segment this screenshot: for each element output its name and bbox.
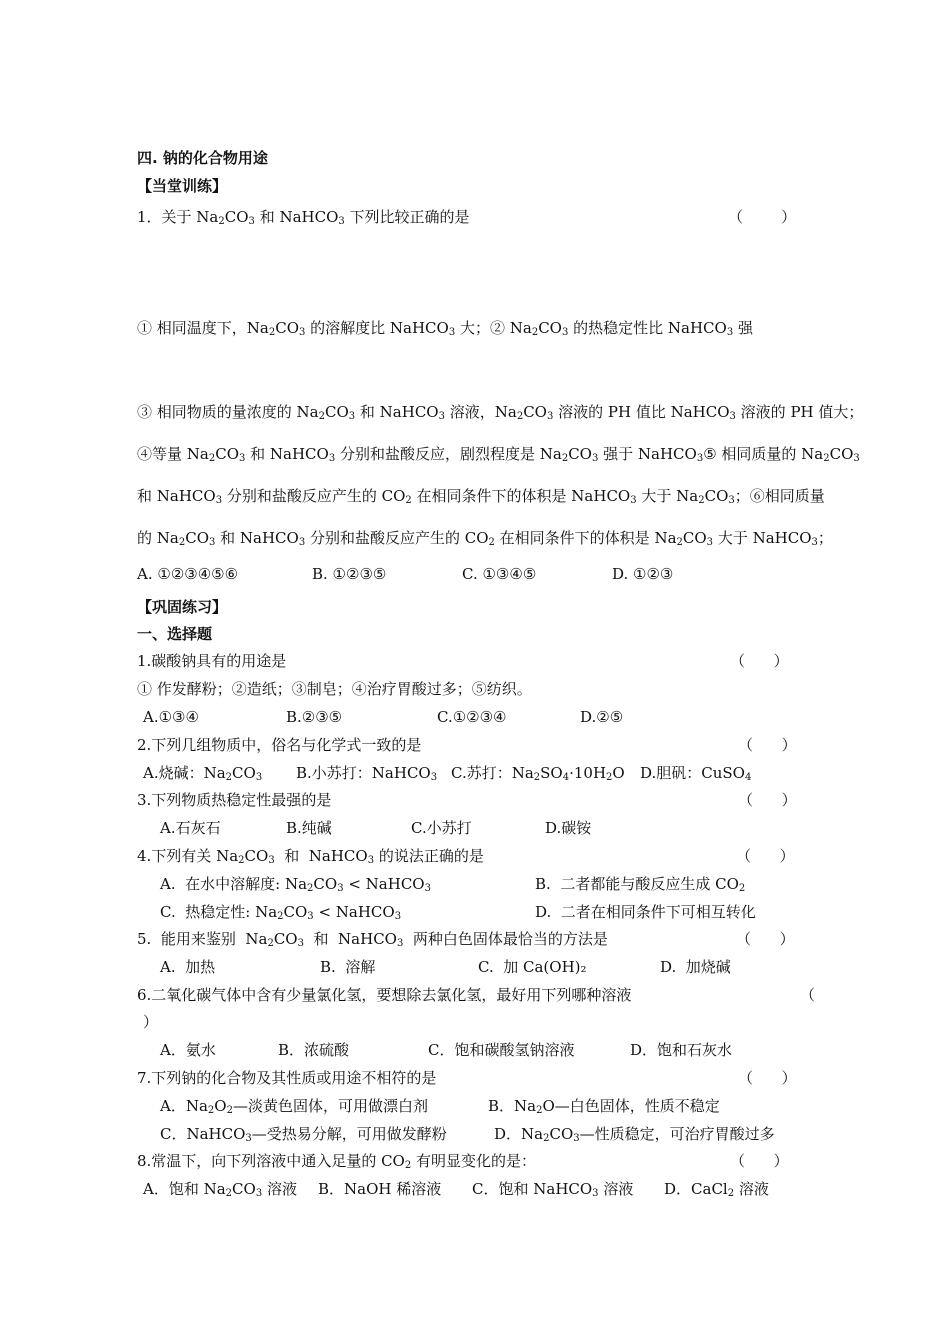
subscript: 3	[298, 537, 306, 548]
subscript: 2	[225, 1188, 233, 1199]
subscript: 2	[307, 883, 314, 894]
text-segment: 和 NaHCO	[215, 529, 299, 547]
text-segment: O	[214, 1097, 227, 1115]
subscript: 2	[405, 495, 412, 506]
subscript: 2	[207, 1105, 215, 1116]
subscript: 2	[533, 772, 541, 783]
c8-option-b	[318, 1179, 441, 1199]
text-segment: CO	[538, 319, 562, 337]
text-segment: ；	[817, 529, 833, 547]
text-segment: 的 Na	[137, 529, 179, 547]
text-segment: 分别和盐酸反应产生的 CO	[305, 529, 489, 547]
text-segment: C. 热稳定性: Na	[160, 903, 278, 921]
subscript: 2	[488, 537, 495, 548]
q1-option-b: B. ①②③⑤	[312, 565, 387, 583]
c5-option-c: C. 加 Ca(OH)₂	[478, 958, 587, 976]
text-segment: 两种白色固体最恰当的方法是	[403, 930, 608, 948]
subscript: 2	[823, 453, 830, 464]
text-segment: 和 NaHCO	[303, 930, 397, 948]
c6-option-d: D．饱和石灰水	[630, 1041, 733, 1059]
subscript: 3	[561, 327, 569, 338]
text-segment: ③ 相同物质的量浓度的 Na	[137, 403, 319, 421]
c3-option-c: C.小苏打	[411, 819, 472, 837]
text-segment: B．Na	[488, 1097, 537, 1115]
text-segment: < NaHCO	[343, 875, 425, 893]
text-segment: CO	[244, 847, 269, 865]
text-segment: —受热易分解，可用做发酵粉	[251, 1125, 447, 1143]
subscript: 2	[561, 453, 569, 464]
subscript: 2	[218, 216, 225, 227]
text-segment: C．NaHCO	[160, 1125, 246, 1143]
subscript: 3	[424, 883, 431, 894]
c7-option-a	[160, 1096, 428, 1116]
subscript: 2	[178, 537, 186, 548]
text-segment: D.胆矾：CuSO	[640, 764, 745, 782]
subscript: 3	[337, 883, 344, 894]
subscript: 3	[367, 855, 375, 866]
subscript: 2	[238, 855, 245, 866]
subscript: 3	[297, 938, 304, 949]
subscript: 2	[531, 327, 539, 338]
text-segment: CO	[704, 487, 729, 505]
text-segment: 溶液的 PH 值大；	[735, 403, 864, 421]
text-segment: 大于 NaHCO	[713, 529, 812, 547]
c4-option-d: D. 二者在相同条件下可相互转化	[535, 903, 756, 921]
text-segment: 和 NaHCO	[254, 208, 339, 226]
c1-answer-paren: （ ）	[730, 652, 789, 670]
c5-answer-paren: （ ）	[736, 930, 795, 948]
text-segment: SO	[540, 764, 563, 782]
text-segment: A.烧碱：Na	[143, 764, 226, 782]
text-segment: ·10H	[569, 764, 607, 782]
text-segment: CO	[232, 1180, 256, 1198]
text-segment: 溶液	[598, 1180, 634, 1198]
text-segment: CO	[549, 1125, 574, 1143]
c6-answer-paren-open: （	[800, 986, 816, 1004]
subscript: 3	[328, 453, 336, 464]
q1-stem	[137, 207, 470, 227]
text-segment: 溶液，Na	[444, 403, 517, 421]
subscript: 3	[348, 411, 356, 422]
text-segment: 大；② Na	[455, 319, 532, 337]
c1-stem: 1.碳酸钠具有的用途是	[137, 652, 287, 670]
text-segment: ⑤ 相同质量的 Na	[703, 445, 824, 463]
c5-option-b: B. 溶解	[320, 958, 376, 976]
subscript: 2	[277, 911, 284, 922]
section-title: 四. 钠的化合物用途	[137, 149, 268, 167]
subscript: 3	[268, 855, 275, 866]
text-segment: 溶液的 PH 值比 NaHCO	[553, 403, 730, 421]
subscript: 3	[706, 537, 714, 548]
c7-option-c	[160, 1124, 447, 1144]
subscript: 2	[225, 772, 233, 783]
c8-stem	[137, 1151, 536, 1171]
text-segment: 的热稳定性比 NaHCO	[568, 319, 727, 337]
text-segment: —淡黄色固体，可用做漂白剂	[232, 1097, 428, 1115]
text-segment: 强	[733, 319, 753, 337]
c1-detail: ① 作发酵粉；②造纸；③制皂；④治疗胃酸过多；⑤纺织。	[137, 680, 532, 698]
text-segment: CO	[682, 529, 707, 547]
text-segment: 1．关于 Na	[137, 208, 219, 226]
text-segment: B．NaOH 稀溶液	[318, 1180, 442, 1198]
subscript: 3	[396, 938, 404, 949]
subscript: 3	[729, 411, 736, 422]
text-segment: < NaHCO	[313, 903, 395, 921]
subscript: 2	[676, 537, 683, 548]
c6-option-c: C．饱和碳酸氢钠溶液	[428, 1041, 575, 1059]
subscript: 3	[448, 327, 456, 338]
subscript: 2	[516, 411, 524, 422]
c1-option-d: D.②⑤	[580, 708, 624, 726]
c7-stem: 7.下列钠的化合物及其性质或用途不相符的是	[137, 1069, 437, 1087]
subscript: 2	[738, 883, 746, 894]
choice-section-heading: 一、选择题	[137, 625, 213, 643]
c5-option-d: D. 加烧碱	[660, 958, 731, 976]
c8-option-a	[143, 1179, 297, 1199]
c3-answer-paren: （ ）	[738, 791, 797, 809]
text-segment: CO	[829, 445, 854, 463]
subscript: 3	[630, 495, 637, 506]
subscript: 2	[267, 938, 274, 949]
text-segment: 和 NaHCO	[355, 403, 439, 421]
text-segment: CO	[185, 529, 209, 547]
c3-option-a: A.石灰石	[160, 819, 221, 837]
c6-option-b: B．浓硫酸	[278, 1041, 350, 1059]
subscript: 4	[744, 772, 752, 783]
text-segment: CO	[273, 930, 298, 948]
subscript: 3	[546, 411, 554, 422]
subscript: 2	[208, 453, 216, 464]
text-segment: CO	[232, 764, 256, 782]
q1-statement-1-2	[137, 318, 753, 338]
q1-statement-4	[137, 444, 860, 464]
text-segment: —性质稳定，可治疗胃酸过多	[579, 1125, 775, 1143]
consolidation-heading: 【巩固练习】	[137, 598, 228, 616]
subscript: 2	[727, 1188, 735, 1199]
text-segment: 和 NaHCO	[137, 487, 216, 505]
text-segment: A．Na	[160, 1097, 208, 1115]
c3-option-b: B.纯碱	[286, 819, 332, 837]
subscript: 3	[338, 216, 345, 227]
q1-option-a: A. ①②③④⑤⑥	[137, 565, 239, 583]
c2-answer-paren: （ ）	[738, 736, 797, 754]
q1-option-c: C. ①③④⑤	[462, 565, 537, 583]
c7-option-b	[488, 1096, 720, 1116]
text-segment: CO	[568, 445, 592, 463]
text-segment: ；⑥相同质量	[734, 487, 825, 505]
text-segment: O—白色固体，性质不稳定	[542, 1097, 720, 1115]
text-segment: 分别和盐酸反应，剧烈程度是 Na	[335, 445, 562, 463]
c2-option-c	[451, 763, 625, 783]
subscript: 2	[268, 327, 276, 338]
q1-option-d: D. ①②③	[612, 565, 674, 583]
text-segment: CO	[313, 875, 338, 893]
text-segment: 5. 能用来鉴别 Na	[137, 930, 268, 948]
subscript: 3	[438, 411, 445, 422]
c4-option-b	[535, 874, 745, 894]
c8-answer-paren: （ ）	[730, 1152, 789, 1170]
subscript: 3	[215, 495, 223, 506]
text-segment: 的溶解度比 NaHCO	[305, 319, 449, 337]
c4-stem	[137, 846, 484, 866]
subscript: 4	[562, 772, 570, 783]
c7-option-d	[494, 1124, 775, 1144]
subscript: 3	[239, 453, 246, 464]
text-segment: 大于 Na	[636, 487, 699, 505]
text-segment: CO	[215, 445, 239, 463]
subscript: 3	[307, 911, 314, 922]
subscript: 3	[728, 495, 735, 506]
c2-option-d	[640, 763, 751, 783]
subscript: 3	[592, 1188, 599, 1199]
subscript: 3	[696, 453, 704, 464]
text-segment: D．Na	[494, 1125, 544, 1143]
c6-option-a: A．氨水	[160, 1041, 216, 1059]
text-segment: ④等量 Na	[137, 445, 209, 463]
c6-answer-paren-close: ）	[143, 1013, 159, 1031]
c4-option-a	[160, 874, 431, 894]
text-segment: ① 相同温度下，Na	[137, 319, 269, 337]
c1-option-a: A.①③④	[143, 708, 199, 726]
text-segment: C．饱和 NaHCO	[472, 1180, 593, 1198]
text-segment: 溶液	[262, 1180, 297, 1198]
c1-option-b: B.②③⑤	[286, 708, 343, 726]
subscript: 2	[606, 772, 613, 783]
c6-stem: 6.二氧化碳气体中含有少量氯化氢，要想除去氯化氢，最好用下列哪种溶液	[137, 986, 632, 1004]
subscript: 2	[543, 1133, 550, 1144]
q1-answer-paren: （ ）	[728, 208, 797, 226]
c3-stem: 3.下列物质热稳定性最强的是	[137, 791, 332, 809]
subscript: 3	[248, 216, 255, 227]
subscript: 2	[226, 1105, 233, 1116]
c4-answer-paren: （ ）	[736, 847, 795, 865]
subscript: 2	[698, 495, 705, 506]
c8-option-c	[472, 1179, 633, 1199]
subscript: 3	[573, 1133, 580, 1144]
subscript: 2	[404, 1160, 412, 1171]
class-training-heading: 【当堂训练】	[137, 177, 228, 195]
subscript: 3	[811, 537, 818, 548]
q1-statement-5	[137, 486, 825, 506]
subscript: 2	[318, 411, 325, 422]
c3-option-d: D.碳铵	[545, 819, 592, 837]
text-segment: O	[612, 764, 625, 782]
subscript: 3	[853, 453, 860, 464]
text-segment: 溶液	[734, 1180, 769, 1198]
text-segment: B. 二者都能与酸反应生成 CO	[535, 875, 739, 893]
text-segment: CO	[275, 319, 299, 337]
text-segment: D．CaCl	[664, 1180, 728, 1198]
text-segment: 在相同条件下的体积是 NaHCO	[411, 487, 631, 505]
c2-option-b	[296, 763, 437, 783]
text-segment: CO	[283, 903, 308, 921]
subscript: 3	[430, 772, 438, 783]
subscript: 3	[299, 327, 306, 338]
q1-statement-6	[137, 528, 833, 548]
subscript: 3	[209, 537, 216, 548]
c5-option-a: A. 加热	[160, 958, 216, 976]
subscript: 3	[591, 453, 599, 464]
c4-option-c	[160, 902, 401, 922]
text-segment: 强于 NaHCO	[598, 445, 697, 463]
text-segment: 8.常温下，向下列溶液中通入足量的 CO	[137, 1152, 405, 1170]
text-segment: 和 NaHCO	[274, 847, 368, 865]
text-segment: A. 在水中溶解度: Na	[160, 875, 308, 893]
text-segment: 4.下列有关 Na	[137, 847, 239, 865]
subscript: 3	[245, 1133, 252, 1144]
subscript: 3	[255, 772, 263, 783]
text-segment: 在相同条件下的体积是 Na	[494, 529, 677, 547]
text-segment: CO	[224, 208, 249, 226]
text-segment: 的说法正确的是	[374, 847, 484, 865]
text-segment: 下列比较正确的是	[344, 208, 470, 226]
text-segment: 和 NaHCO	[245, 445, 329, 463]
subscript: 3	[394, 911, 402, 922]
subscript: 3	[726, 327, 734, 338]
c8-option-d	[664, 1179, 769, 1199]
c7-answer-paren: （ ）	[738, 1069, 797, 1087]
c1-option-c: C.①②③④	[437, 708, 507, 726]
q1-statement-3	[137, 402, 863, 422]
subscript: 2	[536, 1105, 543, 1116]
text-segment: C.苏打：Na	[451, 764, 534, 782]
text-segment: A．饱和 Na	[143, 1180, 226, 1198]
c2-option-a	[143, 763, 262, 783]
text-segment: CO	[324, 403, 349, 421]
text-segment: CO	[523, 403, 547, 421]
c2-stem: 2.下列几组物质中，俗名与化学式一致的是	[137, 736, 422, 754]
subscript: 3	[255, 1188, 263, 1199]
text-segment: 分别和盐酸反应产生的 CO	[222, 487, 406, 505]
text-segment: B.小苏打：NaHCO	[296, 764, 431, 782]
text-segment: 有明显变化的是：	[411, 1152, 537, 1170]
c5-stem	[137, 929, 608, 949]
